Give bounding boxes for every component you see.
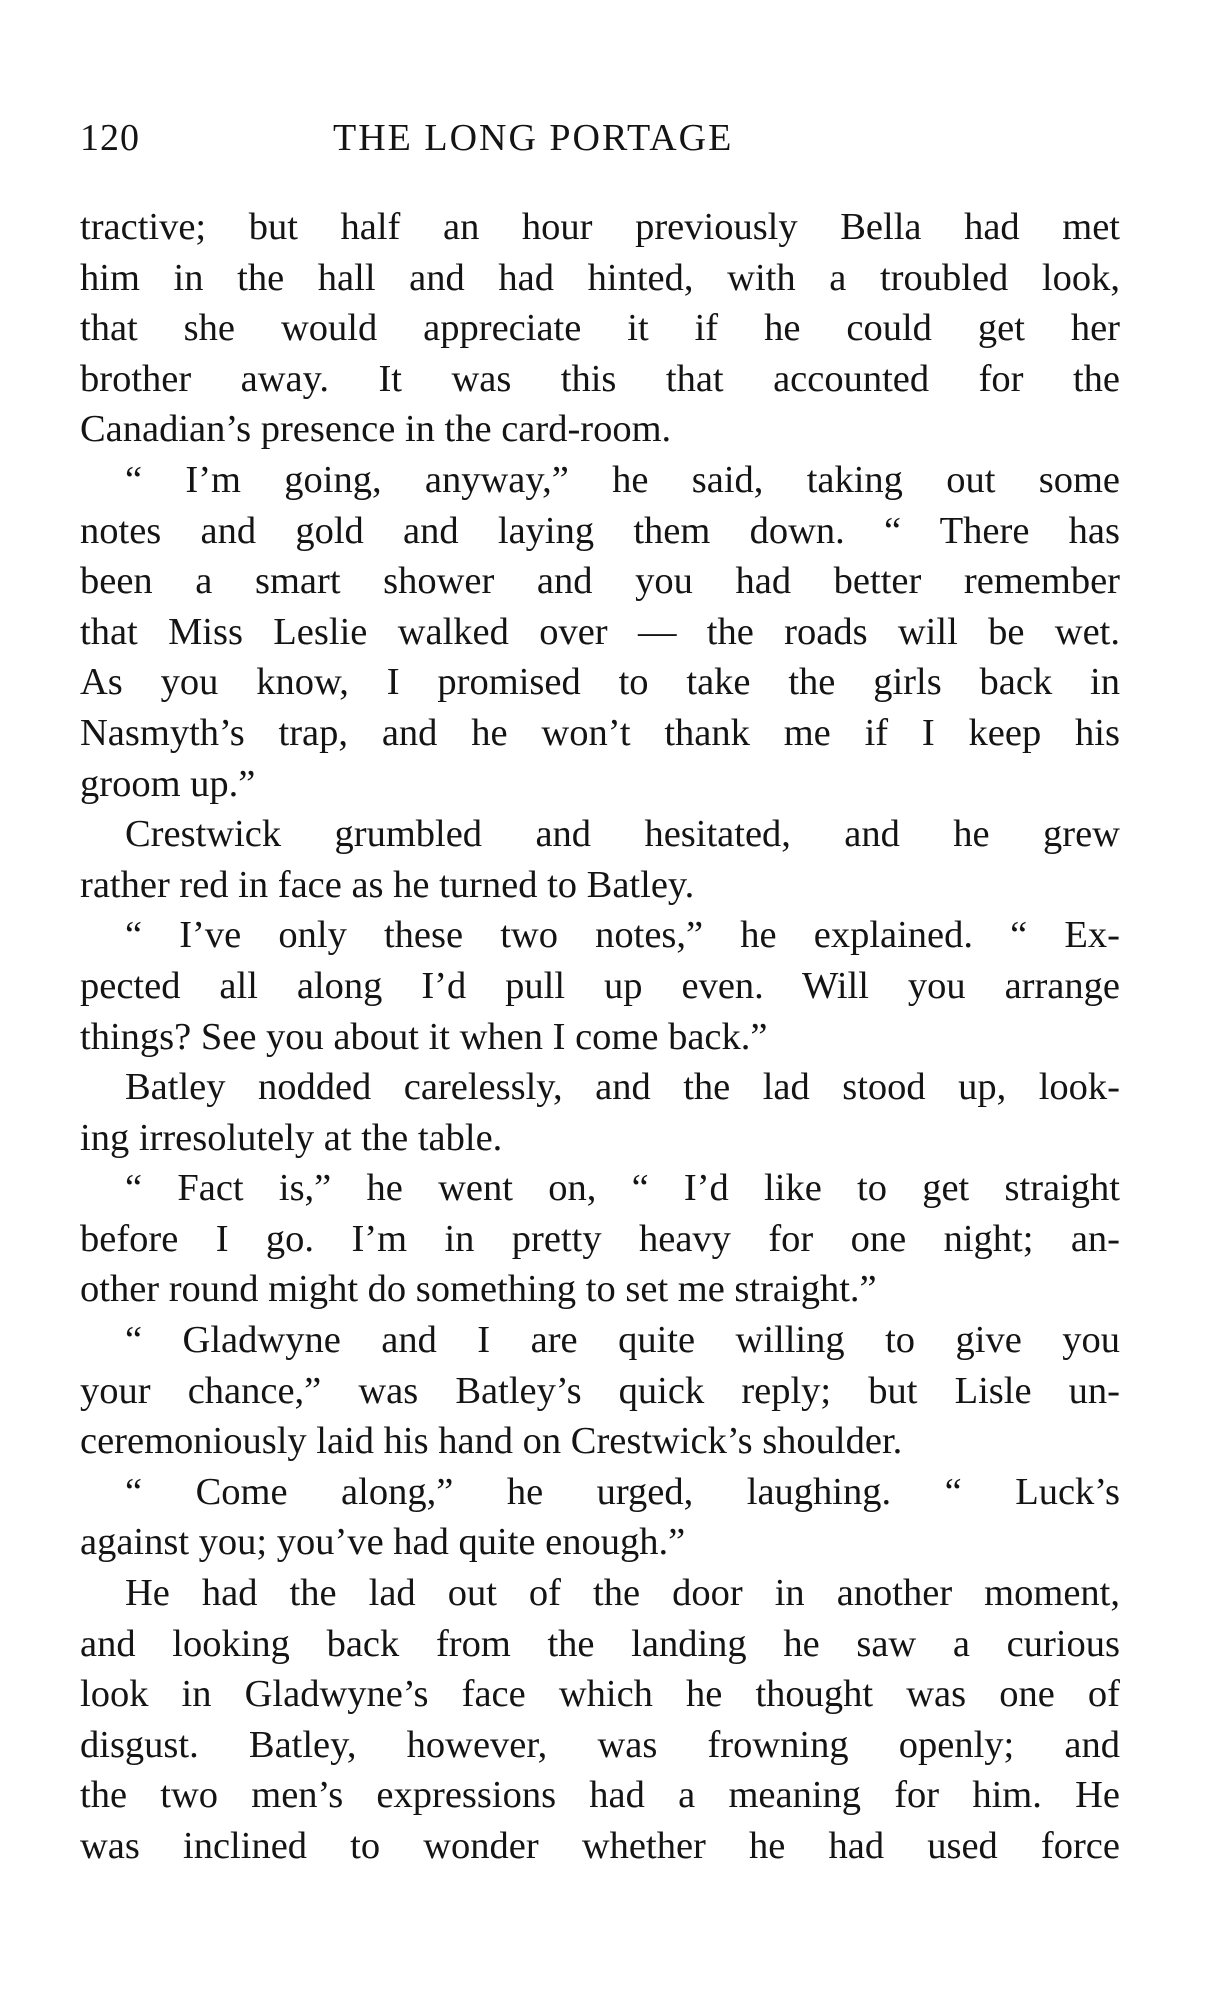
text-line: ceremoniously laid his hand on Crestwick’s shoulder.	[80, 1420, 903, 1463]
text-line: things? See you about it when I come back.”	[80, 1015, 768, 1058]
text-line: He had the lad out of the door in another moment,	[125, 1572, 1120, 1615]
running-head	[80, 108, 1140, 168]
text-line: the two men’s expressions had a meaning for him. He	[80, 1774, 1120, 1817]
text-line: groom up.”	[80, 762, 256, 805]
text-line: against you; you’ve had quite enough.”	[80, 1521, 686, 1564]
text-line: “ I’ve only these two notes,” he explained. “ Ex-	[125, 914, 1120, 957]
text-line: been a smart shower and you had better remember	[80, 560, 1120, 603]
text-line: “ Fact is,” he went on, “ I’d like to get straight	[125, 1167, 1120, 1210]
text-line: As you know, I promised to take the girls back in	[80, 661, 1120, 704]
text-line: before I go. I’m in pretty heavy for one night; an-	[80, 1217, 1120, 1260]
running-title: THE LONG PORTAGE	[333, 117, 734, 159]
text-line: rather red in face as he turned to Batley.	[80, 863, 695, 906]
text-line: brother away. It was this that accounted for the	[80, 357, 1120, 400]
text-line: pected all along I’d pull up even. Will you arrange	[80, 964, 1120, 1007]
text-line: other round might do something to set me straight.”	[80, 1268, 877, 1311]
text-line: tractive; but half an hour previously Bella had met	[80, 206, 1120, 248]
text-line: “ Come along,” he urged, laughing. “ Luck’s	[125, 1470, 1120, 1513]
text-line: “ I’m going, anyway,” he said, taking out some	[125, 458, 1120, 501]
text-line: him in the hall and had hinted, with a troubled look,	[80, 256, 1120, 299]
text-line: look in Gladwyne’s face which he thought was one of	[80, 1673, 1120, 1716]
text-line: that Miss Leslie walked over — the roads will be wet.	[80, 610, 1120, 653]
text-line: was inclined to wonder whether he had used force	[80, 1825, 1120, 1867]
body-text	[80, 202, 1120, 1872]
text-line: Canadian’s presence in the card-room.	[80, 408, 672, 451]
page-number: 120	[80, 117, 140, 159]
text-line: disgust. Batley, however, was frowning openly; and	[80, 1723, 1120, 1766]
text-line: that she would appreciate it if he could get her	[80, 307, 1120, 350]
text-line: and looking back from the landing he saw a curious	[80, 1622, 1120, 1665]
text-line: “ Gladwyne and I are quite willing to give you	[125, 1319, 1120, 1362]
text-line: ing irresolutely at the table.	[80, 1116, 503, 1159]
text-line: Crestwick grumbled and hesitated, and he grew	[125, 813, 1120, 856]
text-line: your chance,” was Batley’s quick reply; but Lisle un-	[80, 1369, 1120, 1412]
text-line: Nasmyth’s trap, and he won’t thank me if I keep his	[80, 711, 1120, 754]
text-line: Batley nodded carelessly, and the lad stood up, look-	[125, 1066, 1120, 1109]
text-line: notes and gold and laying them down. “ There has	[80, 509, 1120, 552]
